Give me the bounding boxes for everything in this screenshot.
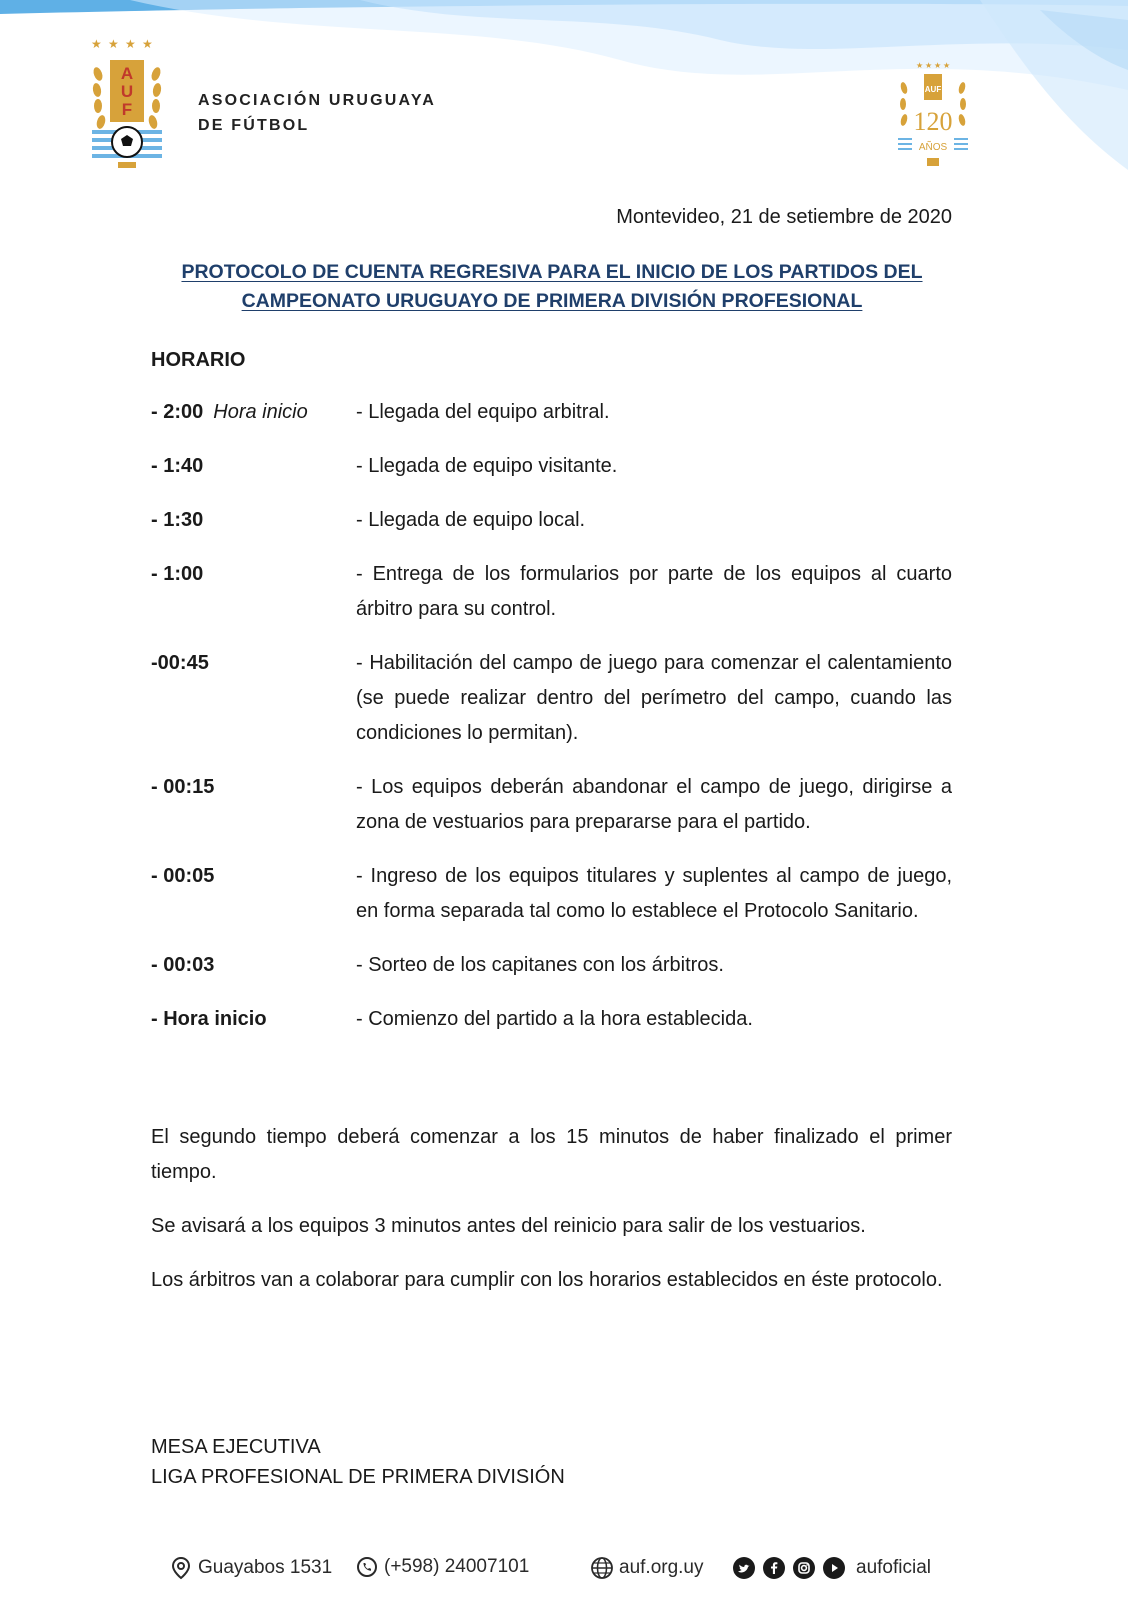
schedule-time: - 00:15 (151, 776, 215, 798)
schedule-time: - 1:30 (151, 509, 204, 531)
svg-text:★: ★ (925, 61, 933, 70)
org-name-line2: DE FÚTBOL (198, 117, 310, 134)
paragraph: Los árbitros van a colaborar para cumplir con los horarios establecidos en éste protocolo. (151, 1269, 943, 1291)
schedule-row (151, 646, 952, 751)
schedule-row (151, 449, 952, 484)
phone-text: (+598) 24007101 (384, 1556, 530, 1577)
svg-text:U: U (120, 82, 134, 101)
schedule-row (151, 503, 952, 538)
signature-line1: MESA EJECUTIVA (151, 1436, 321, 1458)
organization-name (198, 88, 436, 138)
paragraph: El segundo tiempo deberá comenzar a los 15 minutos de haber finalizado el primer tiempo. (151, 1126, 952, 1183)
svg-text:★: ★ (125, 37, 136, 51)
svg-text:★: ★ (91, 37, 102, 51)
anniversary-letters: AUF (924, 85, 942, 94)
svg-text:★: ★ (943, 61, 951, 70)
document-title (152, 258, 952, 316)
schedule-row (151, 395, 952, 430)
footer-phone (356, 1556, 529, 1578)
schedule-time: - Hora inicio (151, 1008, 267, 1030)
signature-block (151, 1432, 565, 1492)
paragraph: Se avisará a los equipos 3 minutos antes del reinicio para salir de los vestuarios. (151, 1215, 866, 1237)
auf-logo (88, 34, 168, 174)
footer-social (732, 1556, 931, 1580)
schedule-description: - Habilitación del campo de juego para comenzar el calentamiento (se puede realizar dentro del perímetro del campo, cuando las condiciones lo permitan). (356, 652, 952, 744)
closing-paragraphs (151, 1120, 952, 1317)
schedule-row (151, 770, 952, 840)
schedule-description: - Sorteo de los capitanes con los árbitros. (356, 954, 724, 976)
svg-text:F: F (121, 100, 133, 119)
address-text: Guayabos 1531 (198, 1557, 333, 1578)
anniversary-number: 120 (913, 107, 953, 136)
social-handle-text[interactable]: aufoficial (856, 1557, 931, 1578)
schedule-row (151, 557, 952, 627)
facebook-icon[interactable] (762, 1556, 786, 1580)
schedule-row (151, 859, 952, 929)
svg-text:★: ★ (108, 37, 119, 51)
instagram-icon[interactable] (792, 1556, 816, 1580)
location-pin-icon (170, 1556, 192, 1580)
schedule-row (151, 948, 952, 983)
footer (170, 1556, 956, 1586)
schedule-row (151, 1002, 952, 1037)
schedule-description: - Comienzo del partido a la hora establecida. (356, 1008, 753, 1030)
schedule-description: - Llegada de equipo visitante. (356, 455, 618, 477)
svg-text:★: ★ (142, 37, 153, 51)
svg-text:★: ★ (916, 61, 924, 70)
globe-icon (590, 1556, 614, 1580)
schedule-time: - 1:00 (151, 563, 204, 585)
footer-address (170, 1556, 332, 1580)
phone-icon (356, 1556, 378, 1578)
schedule-time: - 00:05 (151, 865, 215, 887)
schedule-description: - Los equipos deberán abandonar el campo de juego, dirigirse a zona de vestuarios para prepararse para el partido. (356, 776, 952, 833)
schedule-description: - Entrega de los formularios por parte de los equipos al cuarto árbitro para su control. (356, 563, 952, 620)
schedule-description: - Ingreso de los equipos titulares y suplentes al campo de juego, en forma separada tal como lo establece el Protocolo Sanitario. (356, 865, 952, 922)
twitter-icon[interactable] (732, 1556, 756, 1580)
document-title-line2: CAMPEONATO URUGUAYO DE PRIMERA DIVISIÓN PROFESIONAL (241, 290, 863, 312)
anniversary-label: AÑOS (918, 142, 948, 153)
schedule-time: - 1:40 (151, 455, 204, 477)
svg-text:★: ★ (934, 61, 942, 70)
schedule-time: - 00:03 (151, 954, 215, 976)
schedule-description: - Llegada del equipo arbitral. (356, 401, 610, 423)
document-title-line1: PROTOCOLO DE CUENTA REGRESIVA PARA EL INICIO DE LOS PARTIDOS DEL (181, 261, 923, 283)
youtube-icon[interactable] (822, 1556, 846, 1580)
section-heading: HORARIO (151, 349, 246, 371)
document-date: Montevideo, 21 de setiembre de 2020 (616, 206, 952, 228)
schedule-time: -00:45 (151, 652, 209, 674)
schedule-time: - 2:00 (151, 401, 204, 423)
schedule-description: - Llegada de equipo local. (356, 509, 586, 531)
website-text[interactable]: auf.org.uy (619, 1557, 704, 1578)
schedule-time-note: Hora inicio (213, 401, 308, 423)
schedule-list (151, 395, 952, 1056)
footer-website[interactable] (590, 1556, 704, 1580)
svg-text:A: A (120, 64, 134, 83)
signature-line2: LIGA PROFESIONAL DE PRIMERA DIVISIÓN (151, 1466, 565, 1488)
org-name-line1: ASOCIACIÓN URUGUAYA (198, 92, 436, 109)
anniversary-120-logo (898, 58, 976, 176)
